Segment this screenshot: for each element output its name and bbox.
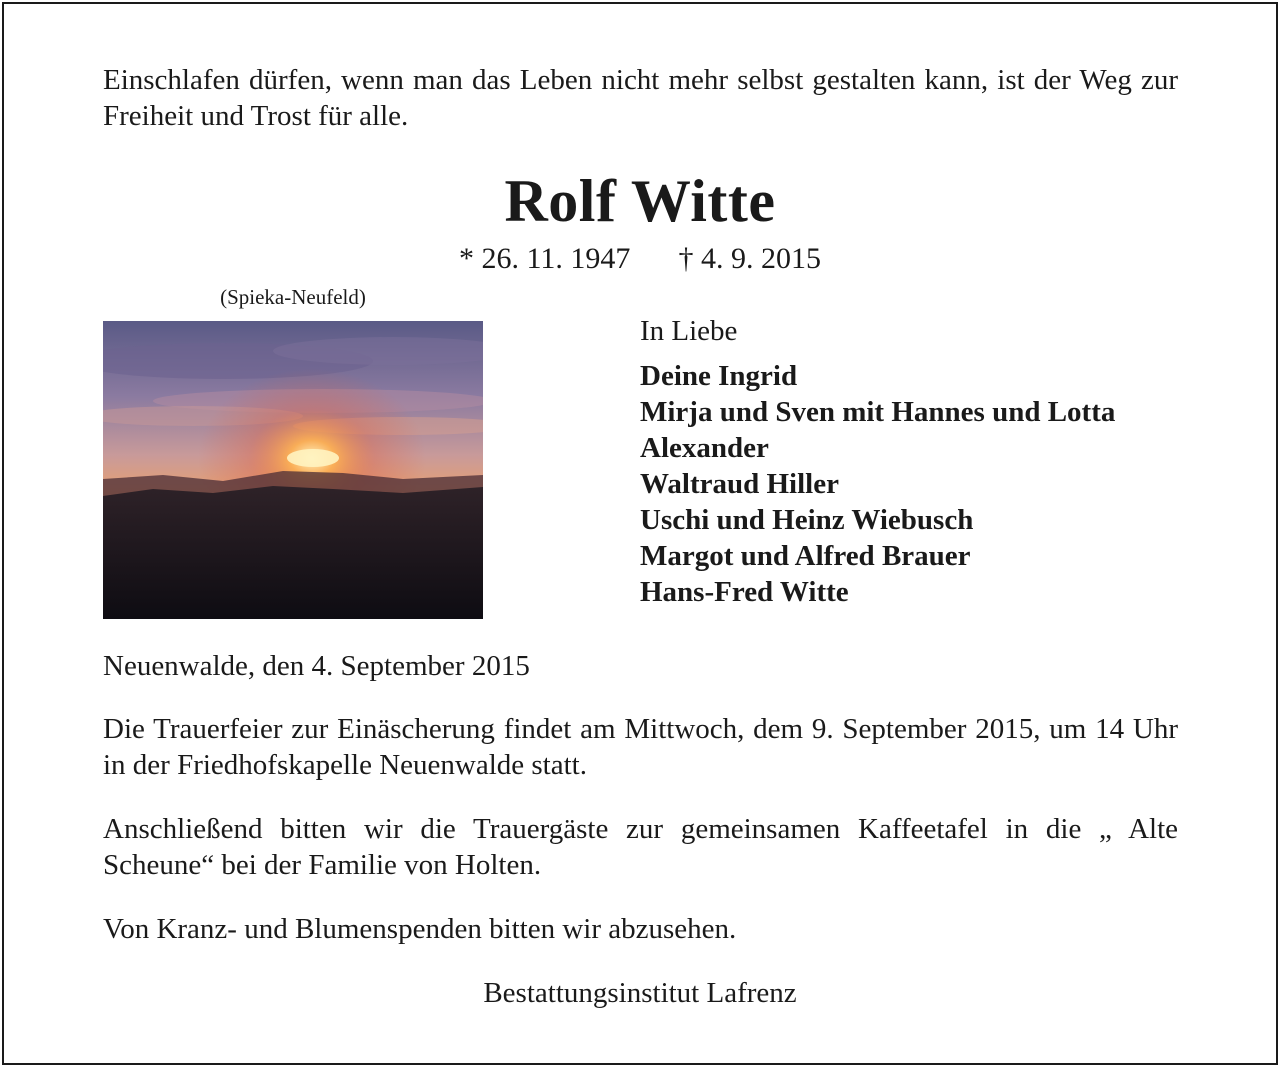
undertaker-name: Bestattungsinstitut Lafrenz [483,977,797,1009]
place-and-date: Neuenwalde, den 4. September 2015 [103,650,530,682]
family-member: Deine Ingrid [640,360,798,392]
sunset-photo [103,321,483,619]
in-love-label: In Liebe [640,315,738,347]
flowers-paragraph: Von Kranz- und Blumenspenden bitten wir abzusehen. [103,913,737,945]
deceased-name: Rolf Witte [504,168,776,234]
family-member: Margot und Alfred Brauer [640,540,971,572]
family-list [640,358,1115,610]
family-member: Hans-Fred Witte [640,576,849,608]
service-paragraph: Die Trauerfeier zur Einäscherung findet am Mittwoch, dem 9. September 2015, um 14 Uhr in der Friedhofskapelle Neuenwalde statt. [103,713,1178,781]
life-dates [0,240,1280,278]
photo-caption: (Spieka-Neufeld) [220,285,366,309]
birth-date: * 26. 11. 1947 [459,242,631,275]
family-member: Uschi und Heinz Wiebusch [640,504,974,536]
family-member: Waltraud Hiller [640,468,839,500]
coffee-paragraph: Anschließend bitten wir die Trauergäste zur gemeinsamen Kaffeetafel in die „ Alte Scheune“ bei der Familie von Holten. [103,813,1178,881]
family-member: Mirja und Sven mit Hannes und Lotta [640,396,1116,428]
family-member: Alexander [640,432,769,464]
intro-quote: Einschlafen dürfen, wenn man das Leben nicht mehr selbst gestalten kann, ist der Weg zur Freiheit und Trost für alle. [103,64,1178,132]
death-date: † 4. 9. 2015 [678,242,821,275]
